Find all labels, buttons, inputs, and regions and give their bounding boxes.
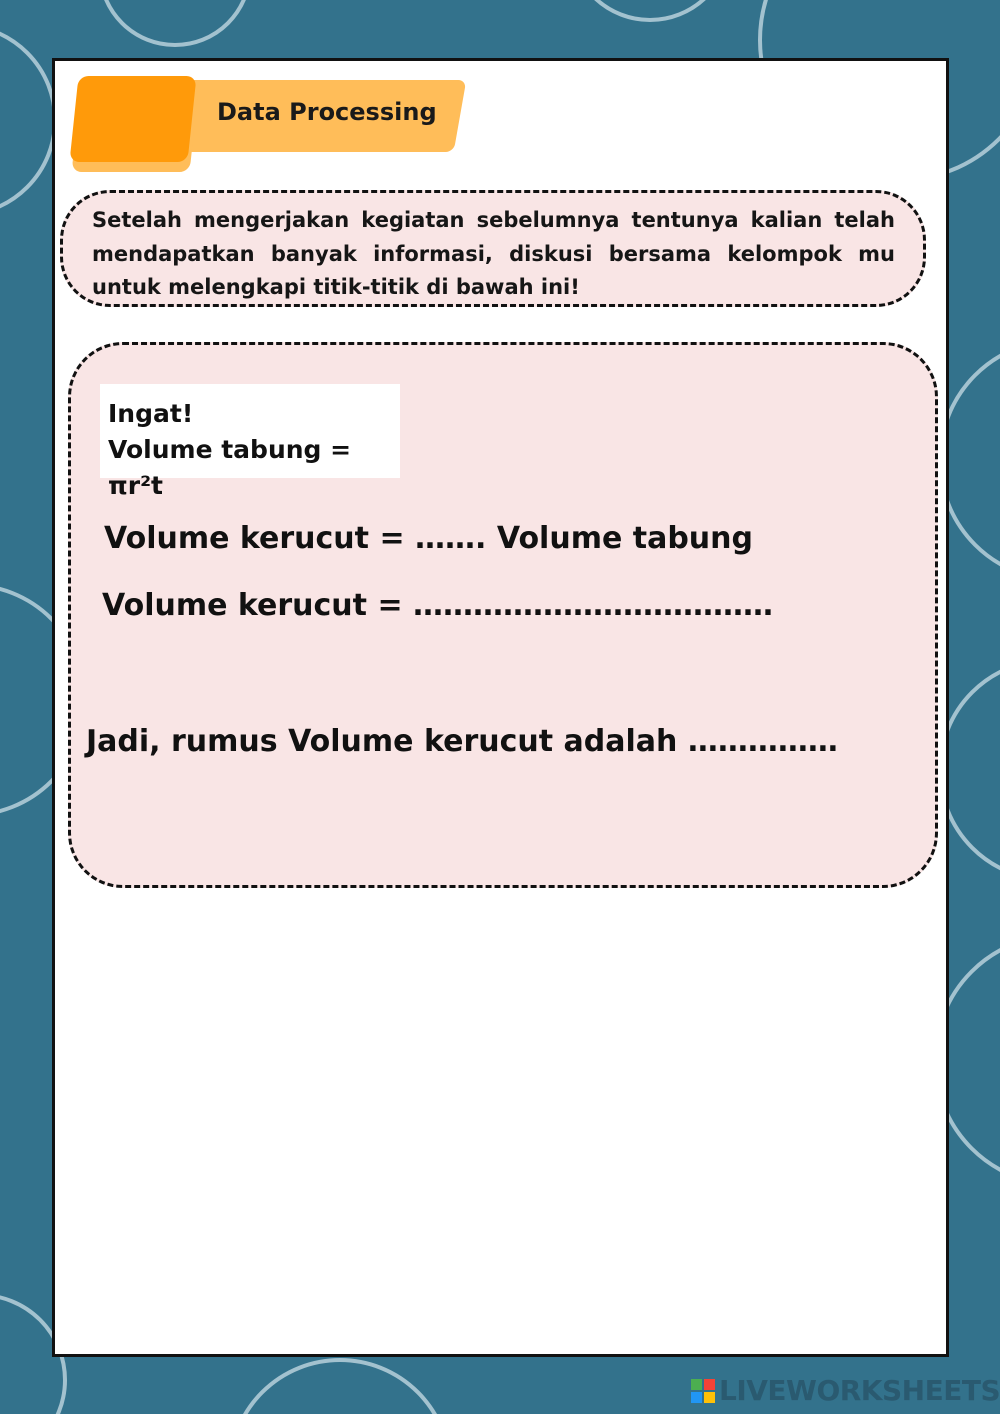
- statement-volume-formula[interactable]: Volume kerucut = ………………………………: [102, 588, 774, 623]
- liveworksheets-brand: [691, 1374, 1000, 1408]
- reminder-box: [100, 384, 400, 500]
- instruction-text: Setelah mengerjakan kegiatan sebelumnya tentunya kalian telah mendapatkan banyak informasi, diskusi bersama kelompok mu untuk melengkapi titik-titik di bawah ini!: [92, 208, 895, 299]
- section-tag: [70, 76, 470, 172]
- reminder-formula: Volume tabung = πr²t: [108, 435, 352, 500]
- section-title: Data Processing: [217, 98, 437, 126]
- liveworksheets-logo-icon: [691, 1379, 715, 1403]
- reminder-heading: Ingat!: [108, 399, 194, 428]
- brand-name: LIVEWORKSHEETS: [719, 1374, 1000, 1407]
- statement-conclusion[interactable]: Jadi, rumus Volume kerucut adalah ……………: [86, 724, 838, 759]
- tag-block: [69, 76, 196, 162]
- statement-volume-ratio[interactable]: Volume kerucut = ……. Volume tabung: [104, 521, 753, 556]
- instruction-box: [60, 190, 926, 307]
